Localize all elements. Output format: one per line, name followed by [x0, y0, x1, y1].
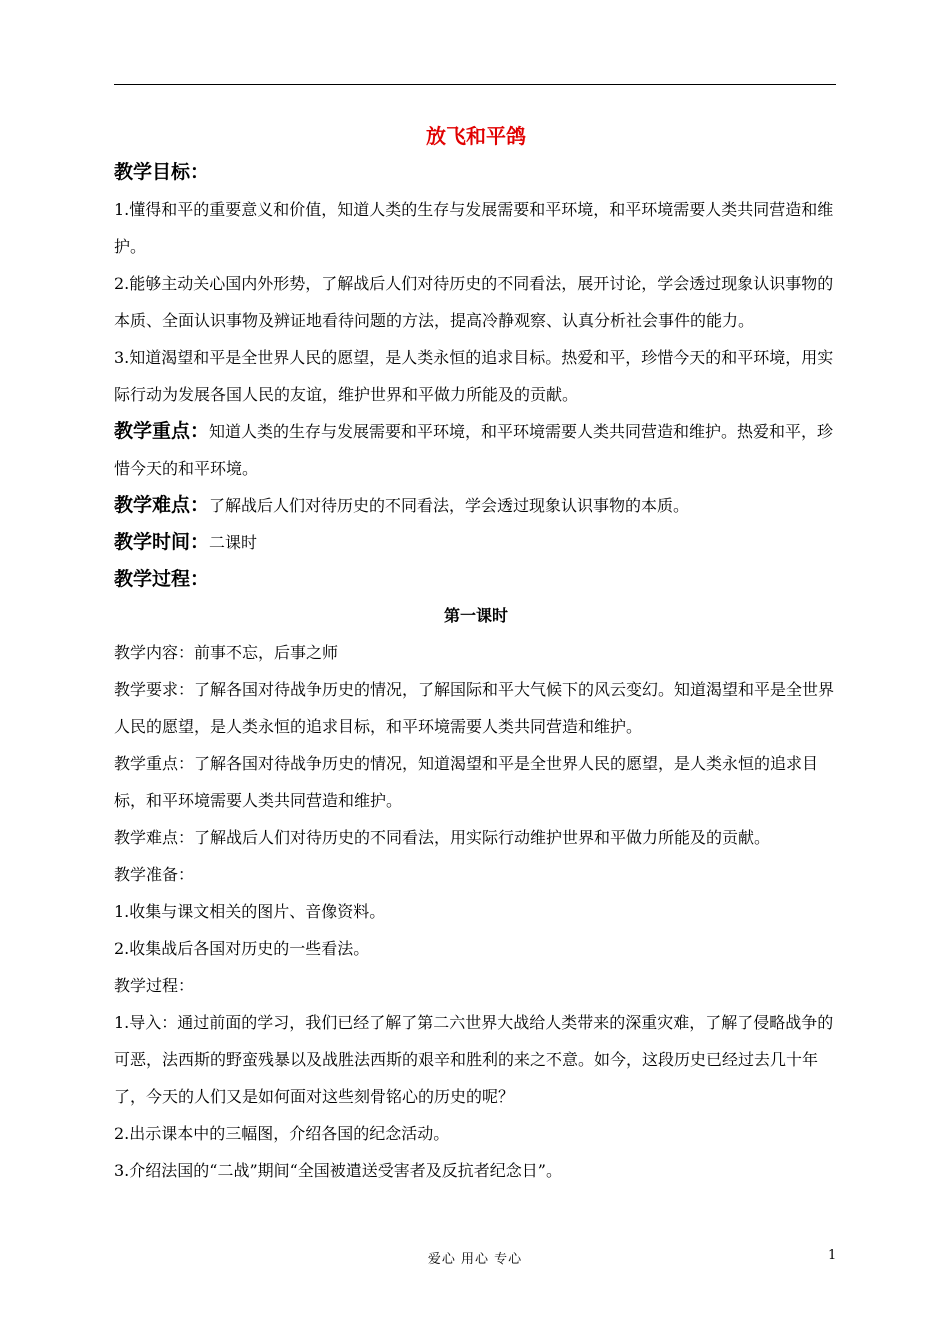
objective-item: 2.能够主动关心国内外形势，了解战后人们对待历史的不同看法，展开讨论，学会透过现象认识事物的本质、全面认识事物及辨证地看待问题的方法，提高冷静观察、认真分析社会事件的能力。 [114, 274, 834, 330]
footer-text: 爱心 用心 专心 [427, 1252, 523, 1267]
document-title: 放飞和平鸽 [426, 124, 526, 148]
lesson-line: 2.出示课本中的三幅图，介绍各国的纪念活动。 [114, 1124, 450, 1143]
lesson-line: 2.收集战后各国对历史的一些看法。 [114, 939, 370, 958]
difficulties [114, 487, 838, 524]
lesson-line: 教学过程： [114, 976, 195, 995]
lesson-line: 1.导入：通过前面的学习，我们已经了解了第二六世界大战给人类带来的深重灾难，了解了侵略战争的可恶，法西斯的野蛮残暴以及战胜法西斯的艰辛和胜利的来之不意。如今，这段历史已经过去几十年了，今天的人们又是如何面对这些刻骨铭心的历史的呢？ [114, 1013, 834, 1106]
lesson-line: 教学重点：了解各国对待战争历史的情况，知道渴望和平是全世界人民的愿望，是人类永恒的追求目标，和平环境需要人类共同营造和维护。 [114, 754, 819, 810]
lesson-line: 3.介绍法国的“二战”期间“全国被遣送受害者及反抗者纪念日”。 [114, 1161, 562, 1180]
lesson-line: 教学要求：了解各国对待战争历史的情况，了解国际和平大气候下的风云变幻。知道渴望和平是全世界人民的愿望，是人类永恒的追求目标，和平环境需要人类共同营造和维护。 [114, 680, 835, 736]
document-body [114, 118, 838, 1189]
time-label: 教学时间： [114, 531, 210, 553]
process-heading: 教学过程： [114, 568, 210, 590]
lesson-line: 教学准备： [114, 865, 195, 884]
teaching-time [114, 524, 838, 561]
lesson-title: 第一课时 [443, 606, 508, 625]
difficulties-text: 了解战后人们对待历史的不同看法，学会透过现象认识事物的本质。 [209, 496, 690, 515]
difficulties-label: 教学难点： [114, 494, 210, 516]
objectives-heading: 教学目标： [114, 161, 210, 183]
page-number: 1 [828, 1248, 837, 1263]
header-rule [114, 84, 836, 85]
key-points-text: 知道人类的生存与发展需要和平环境，和平环境需要人类共同营造和维护。热爱和平，珍惜今天的和平环境。 [114, 422, 834, 478]
objective-item: 1.懂得和平的重要意义和价值，知道人类的生存与发展需要和平环境，和平环境需要人类共同营造和维护。 [114, 200, 834, 256]
key-points [114, 413, 838, 487]
lesson-line: 1.收集与课文相关的图片、音像资料。 [114, 902, 386, 921]
objective-item: 3.知道渴望和平是全世界人民的愿望，是人类永恒的追求目标。热爱和平，珍惜今天的和平环境，用实际行动为发展各国人民的友谊，维护世界和平做力所能及的贡献。 [114, 348, 834, 404]
key-points-label: 教学重点： [114, 420, 210, 442]
page-footer [0, 1248, 950, 1268]
time-text: 二课时 [209, 533, 258, 552]
lesson-line: 教学难点：了解战后人们对待历史的不同看法，用实际行动维护世界和平做力所能及的贡献。 [114, 828, 771, 847]
lesson-line: 教学内容：前事不忘，后事之师 [114, 643, 339, 662]
